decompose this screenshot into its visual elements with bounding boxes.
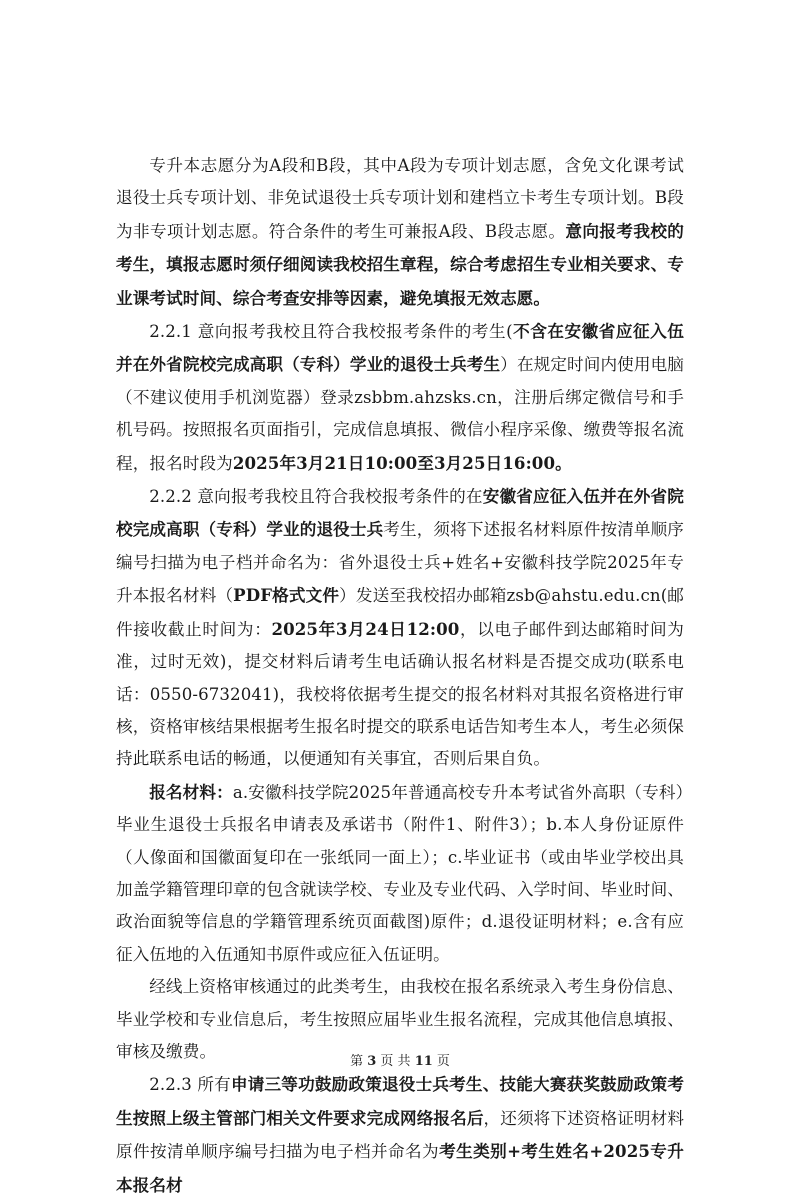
text-segment: 经线上资格审核通过的此类考生，由我校在报名系统录入考生身份信息、毕业学校和专业信息后，考生按照应届毕业生报名流程，完成其他信息填报、审核及缴费。 [116, 977, 684, 1061]
bold-text-segment: 意向报考我校的考生，填报志愿时须仔细阅读我校招生章程，综合考虑招生专业相关要求、专业课考试时间、综合考查安排等因素，避免填报无效志愿。 [116, 220, 684, 308]
text-segment: 专升本志愿分为A段和B段，其中A段为专项计划志愿，含免文化课考试退役士兵专项计划、非免试退役士兵专项计划和建档立卡考生专项计划。B段为非专项计划志愿。符合条件的考生可兼报A段、B段志愿。 [116, 156, 684, 241]
text-segment: ）在规定时间内使用电脑（不建议使用手机浏览器）登录zsbbm.ahzsks.cn，注册后绑定微信号和手机号码。按照报名页面指引，完成信息填报、微信小程序采像、缴费等报名流程，报名时段为 [116, 355, 684, 473]
document-body [116, 150, 684, 1202]
bold-text-segment: 2025年3月24日12:00 [271, 618, 460, 639]
footer-prefix: 第 [350, 1054, 364, 1069]
paragraph [116, 776, 684, 971]
paragraph [116, 150, 684, 315]
bold-text-segment: 申请三等功鼓励政策退役士兵考生、技能大赛获奖鼓励政策考生按照上级主管部门相关文件要求完成网络报名后 [116, 1074, 685, 1128]
text-segment: ，还须将下述资格证明材料原件按清单顺序编号扫描为电子档并命名为 [116, 1108, 685, 1162]
bold-text-segment: 报名材料： [149, 781, 233, 802]
bold-text-segment: 不含在安徽省应征入伍并在外省院校完成高职（专科）学业的退役士兵考生 [116, 321, 684, 375]
text-segment: 2.2.3 所有 [149, 1075, 231, 1095]
footer-total-pages: 11 [414, 1054, 433, 1069]
text-segment: 2.2.1 意向报考我校且符合我校报考条件的考生( [149, 322, 513, 342]
bold-text-segment: PDF格式文件 [233, 585, 340, 606]
text-segment: a.安徽科技学院2025年普通高校专升本考试省外高职（专科）毕业生退役士兵报名申请表及承诺书（附件1、附件3）；b.本人身份证原件（人像面和国徽面复印在一张纸同一面上）；c.毕业证书（或由毕业学校出具加盖学籍管理印章的包含就读学校、专业及专业代码、入学时间、毕业时间、政治面貌等信息的学籍管理系统页面截图)原件；d.退役证明材料；e.含有应征入伍地的入伍通知书原件或应征入伍证明。 [116, 782, 684, 964]
footer-suffix: 页 [436, 1054, 450, 1069]
footer-page-number: 3 [367, 1054, 377, 1069]
text-segment: ，以电子邮件到达邮箱时间为准，过时无效)，提交材料后请考生电话确认报名材料是否提交成功(联系电话：0550-6732041)，我校将依据考生提交的报名材料对其报名资格进行审核，资格审核结果根据考生报名时提交的联系电话告知考生本人，考生必须保持此联系电话的畅通，以便通知有关事宜，否则后果自负。 [116, 619, 684, 769]
paragraph [116, 480, 684, 776]
footer-middle: 页 共 [380, 1054, 411, 1069]
paragraph [116, 315, 684, 480]
text-segment: ）发送至我校招办邮箱zsb@ahstu.edu.cn(邮件接收截止时间为： [116, 586, 684, 639]
bold-text-segment: 安徽省应征入伍并在外省院校完成高职（专科）学业的退役士兵 [116, 486, 684, 540]
bold-text-segment: 考生类别+考生姓名+2025专升本报名材 [116, 1141, 684, 1195]
bold-text-segment: 2025年3月21日10:00至3月25日16:00。 [232, 452, 572, 473]
text-segment: 考生，须将下述报名材料原件按清单顺序编号扫描为电子档并命名为：省外退役士兵+姓名+安徽科技学院2025年专升本报名材料（ [116, 520, 684, 606]
page-footer [0, 1050, 800, 1069]
paragraph [116, 1068, 684, 1202]
text-segment: 2.2.2 意向报考我校且符合我校报考条件的在 [149, 487, 483, 507]
